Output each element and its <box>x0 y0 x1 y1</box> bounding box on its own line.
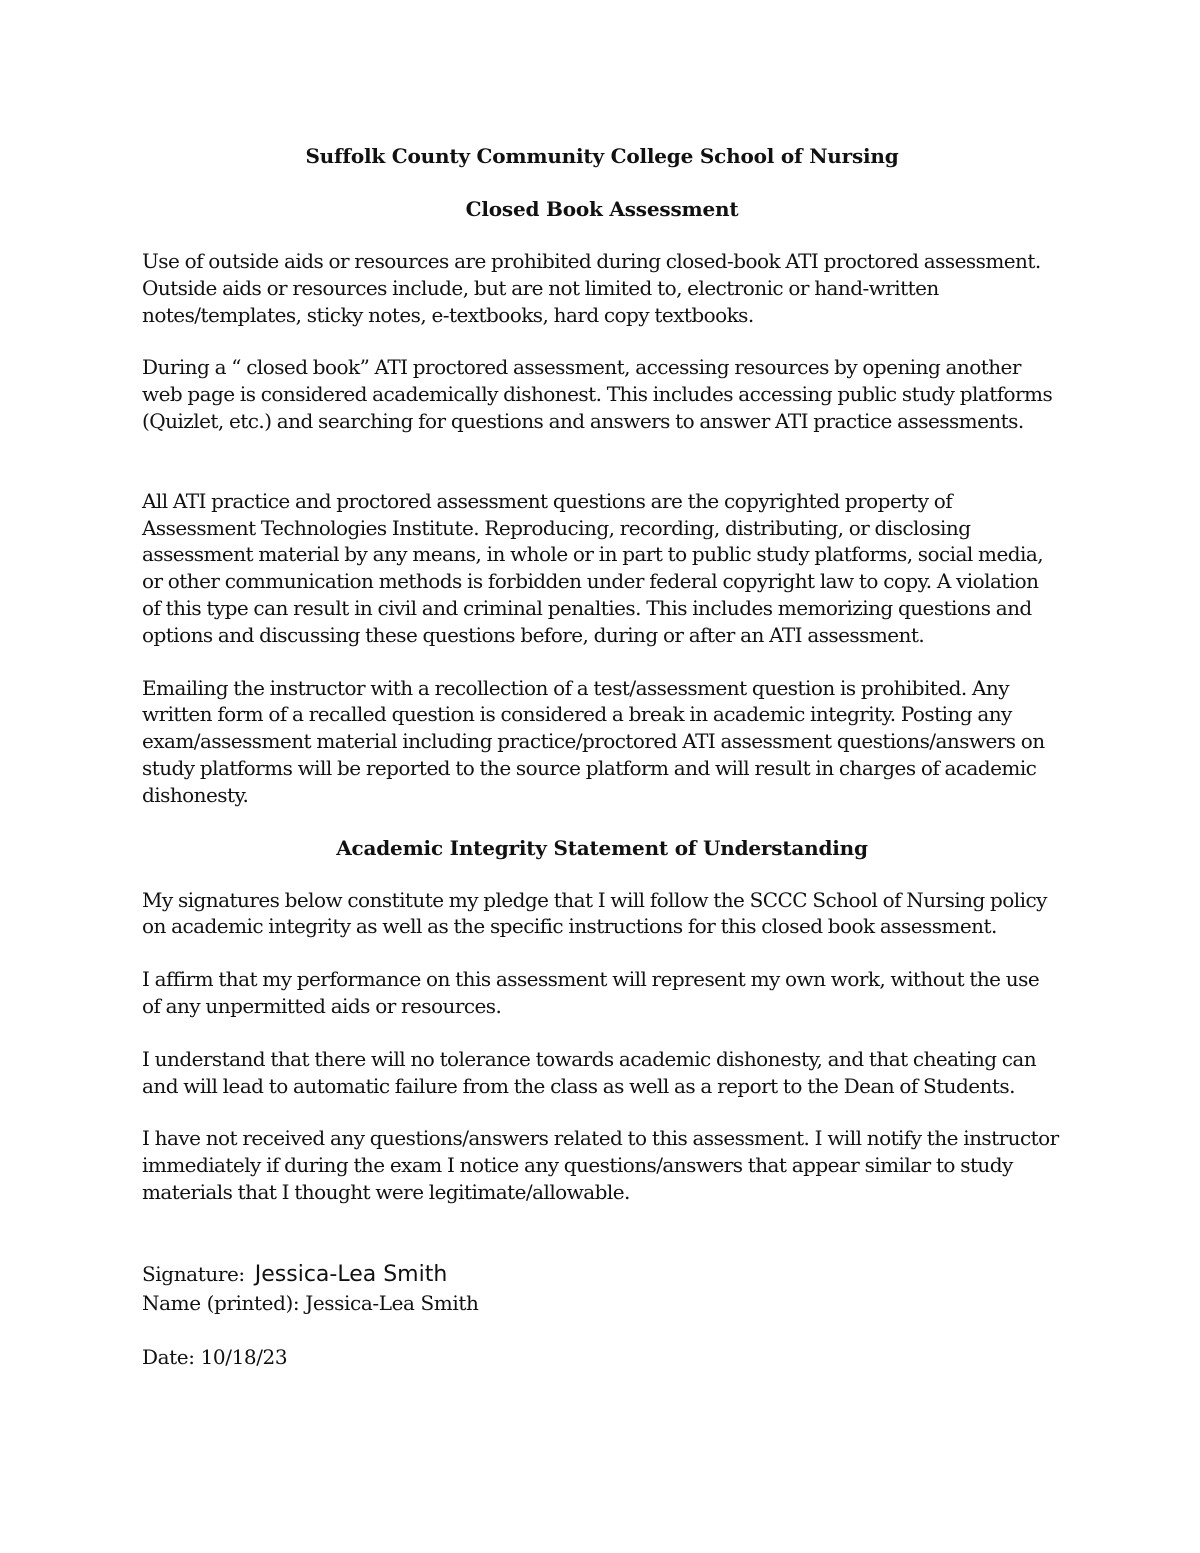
policy-paragraph-2: During a “ closed book” ATI proctored assessment, accessing resources by opening another web page is considered academically dishonest. This includes accessing public study platforms (Quizlet, etc.) and searching for questions and answers to answer ATI practice assessments. <box>142 355 1053 433</box>
pledge-paragraph-4: I have not received any questions/answers related to this assessment. I will notify the instructor immediately if during the exam I notice any questions/answers that appear similar to study materials that I thought were legitimate/allowable. <box>142 1126 1059 1204</box>
date-line <box>142 1343 1062 1371</box>
policy-paragraph-1: Use of outside aids or resources are prohibited during closed-book ATI proctored assessment. Outside aids or resources include, but are not limited to, electronic or hand-written notes/templates, sticky notes, e-textbooks, hard copy textbooks. <box>142 249 1041 327</box>
document-subtitle: Closed Book Assessment <box>465 197 739 221</box>
printed-name-label: Name (printed): <box>142 1290 300 1315</box>
printed-name-line <box>142 1289 1062 1317</box>
section-heading: Academic Integrity Statement of Understanding <box>336 835 868 860</box>
document-page <box>142 143 1062 1371</box>
policy-paragraph-4: Emailing the instructor with a recollection of a test/assessment question is prohibited. Any written form of a recalled question is considered a break in academic integrity. Posting any exam/assessment material including practice/proctored ATI assessment questions/answers on study platforms will be reported to the source platform and will result in charges of academic dishonesty. <box>142 675 1045 807</box>
pledge-paragraph-2: I affirm that my performance on this assessment will represent my own work, without the use of any unpermitted aids or resources. <box>142 967 1040 1018</box>
signature-block <box>142 1260 1062 1371</box>
signature-label: Signature: <box>142 1261 245 1286</box>
signature-value: Jessica-Lea Smith <box>254 1261 448 1287</box>
date-label: Date: <box>142 1344 195 1369</box>
policy-paragraph-3: All ATI practice and proctored assessment questions are the copyrighted property of Assessment Technologies Institute. Reproducing, recording, distributing, or disclosing assessment material by any means, in whole or in part to public study platforms, social media, or other communication methods is forbidden under federal copyright law to copy. A violation of this type can result in civil and criminal penalties. This includes memorizing questions and options and discussing these questions before, during or after an ATI assessment. <box>142 488 1044 647</box>
document-title: Suffolk County Community College School of Nursing <box>305 144 899 168</box>
printed-name-value: Jessica-Lea Smith <box>305 1290 479 1315</box>
pledge-paragraph-1: My signatures below constitute my pledge that I will follow the SCCC School of Nursing policy on academic integrity as well as the specific instructions for this closed book assessment. <box>142 887 1047 939</box>
pledge-paragraph-3: I understand that there will no tolerance towards academic dishonesty, and that cheating can and will lead to automatic failure from the class as well as a report to the Dean of Students. <box>142 1046 1037 1098</box>
date-value: 10/18/23 <box>200 1344 288 1369</box>
signature-line <box>142 1260 1062 1289</box>
